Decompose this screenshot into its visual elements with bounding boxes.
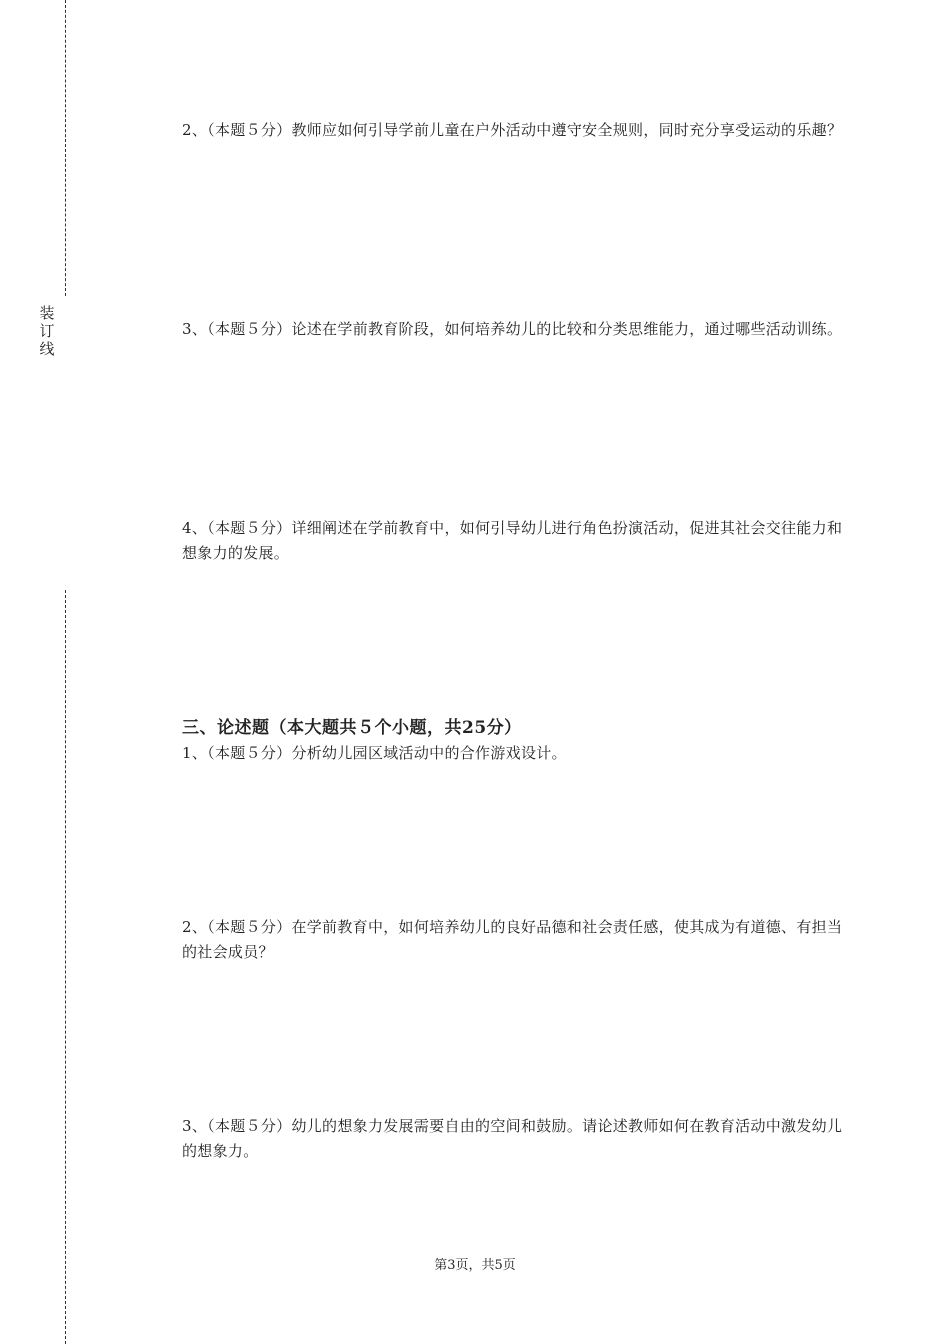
- binding-dashed-line-bottom: [65, 590, 66, 1344]
- question-2-3: 3、（本题５分）论述在学前教育阶段，如何培养幼儿的比较和分类思维能力，通过哪些活动训练。: [182, 320, 843, 338]
- question-2-4: 4、（本题５分）详细阐述在学前教育中，如何引导幼儿进行角色扮演活动，促进其社会交往能力和想象力的发展。: [182, 519, 843, 562]
- binding-line-label: [37, 304, 57, 358]
- question-3-2: 2、（本题５分）在学前教育中，如何培养幼儿的良好品德和社会责任感，使其成为有道德、有担当的社会成员？: [182, 918, 843, 961]
- section-title-essay: 三、论述题（本大题共５个小题，共25分）: [182, 718, 522, 738]
- question-2-2: 2、（本题５分）教师应如何引导学前儿童在户外活动中遵守安全规则，同时充分享受运动的乐趣？: [182, 121, 843, 139]
- question-3-1: 1、（本题５分）分析幼儿园区域活动中的合作游戏设计。: [182, 744, 567, 762]
- binding-label-char: 线: [39, 340, 55, 358]
- question-3-3: 3、（本题５分）幼儿的想象力发展需要自由的空间和鼓励。请论述教师如何在教育活动中激发幼儿的想象力。: [182, 1117, 843, 1160]
- binding-dashed-line-top: [65, 0, 66, 296]
- binding-label-char: 订: [39, 322, 55, 340]
- page-number-footer: 第3页，共5页: [434, 1258, 516, 1273]
- binding-label-char: 装: [39, 304, 55, 322]
